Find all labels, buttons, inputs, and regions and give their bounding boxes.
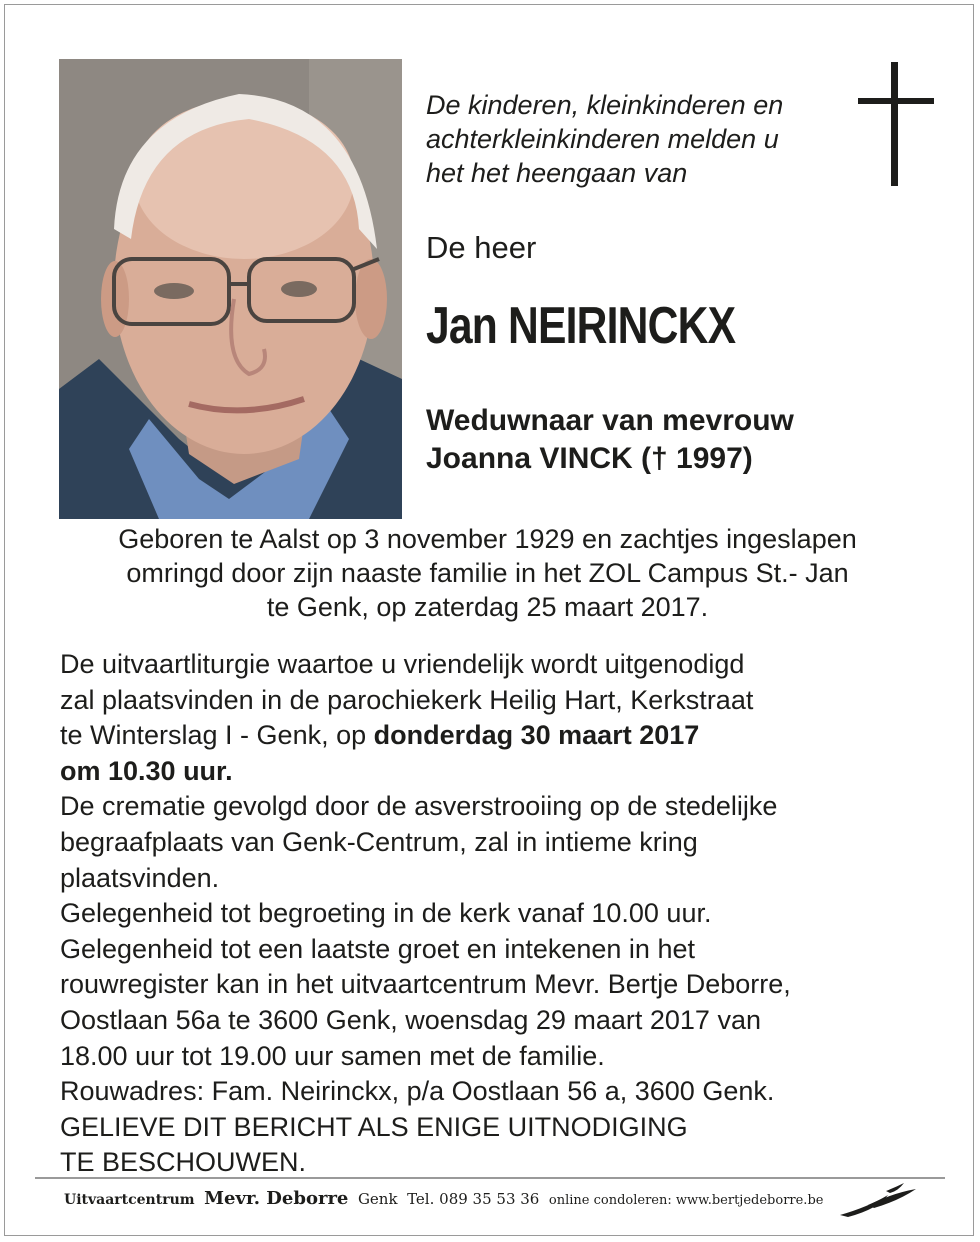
body-line: Gelegenheid tot begroeting in de kerk vanaf 10.00 uur.: [60, 898, 712, 929]
body-line: Oostlaan 56a te 3600 Genk, woensdag 29 maart 2017 van: [60, 1004, 761, 1035]
footer-name: Mevr. Deborre: [204, 1188, 349, 1209]
footer-website[interactable]: online condoleren: www.bertjedeborre.be: [548, 1193, 824, 1208]
honorific: De heer: [426, 230, 537, 265]
body-line: 18.00 uur tot 19.00 uur samen met de familie.: [60, 1040, 605, 1071]
intro-text: [426, 88, 846, 190]
footer-org: Uitvaartcentrum: [64, 1192, 195, 1208]
body-line: De uitvaartliturgie waartoe u vriendelijk wordt uitgenodigd: [60, 649, 745, 679]
body-line: Rouwadres: Fam. Neirinckx, p/a Oostlaan 56 a, 3600 Genk.: [60, 1076, 775, 1107]
intro-line: het het heengaan van: [426, 158, 688, 188]
body-line: TE BESCHOUWEN.: [60, 1147, 307, 1178]
body-line: [60, 754, 940, 790]
body-line: rouwregister kan in het uitvaartcentrum Mevr. Bertje Deborre,: [60, 969, 791, 1000]
birds-logo-icon: [838, 1181, 918, 1219]
ceremony-details: [60, 647, 940, 1181]
body-text: te Winterslag I - Genk, op: [60, 720, 374, 751]
intro-line: achterkleinkinderen melden u: [426, 124, 779, 154]
service-date: donderdag 30 maart 2017: [373, 720, 700, 751]
body-line: plaatsvinden.: [60, 862, 220, 893]
footer-divider: [35, 1177, 945, 1179]
body-line: Gelegenheid tot een laatste groet en intekenen in het: [60, 933, 695, 964]
intro-line: De kinderen, kleinkinderen en: [426, 90, 784, 120]
footer-tel: Tel. 089 35 53 36: [407, 1190, 540, 1208]
born-line: Geboren te Aalst op 3 november 1929 en zachtjes ingeslapen: [118, 524, 857, 554]
footer-city: Genk: [357, 1190, 398, 1208]
service-time: om 10.30 uur.: [60, 755, 233, 786]
body-line: begraafplaats van Genk-Centrum, zal in intieme kring: [60, 826, 698, 857]
cross-icon: [858, 62, 934, 186]
footer: [64, 1188, 823, 1209]
born-line: omringd door zijn naaste familie in het ZOL Campus St.- Jan: [126, 558, 849, 588]
portrait-photo: [59, 59, 402, 519]
birth-death-text: [40, 522, 935, 624]
body-line: [60, 718, 940, 754]
widow-line: Weduwnaar van mevrouw: [426, 404, 794, 437]
born-line: te Genk, op zaterdag 25 maart 2017.: [266, 592, 709, 622]
body-line: De crematie gevolgd door de asverstrooiing op de stedelijke: [60, 791, 778, 822]
body-line: GELIEVE DIT BERICHT ALS ENIGE UITNODIGING: [60, 1111, 688, 1142]
widow-text: [426, 402, 794, 478]
widow-line: Joanna VINCK († 1997): [426, 442, 753, 475]
body-line: zal plaatsvinden in de parochiekerk Heilig Hart, Kerkstraat: [60, 684, 754, 715]
deceased-name: Jan NEIRINCKX: [426, 297, 736, 355]
